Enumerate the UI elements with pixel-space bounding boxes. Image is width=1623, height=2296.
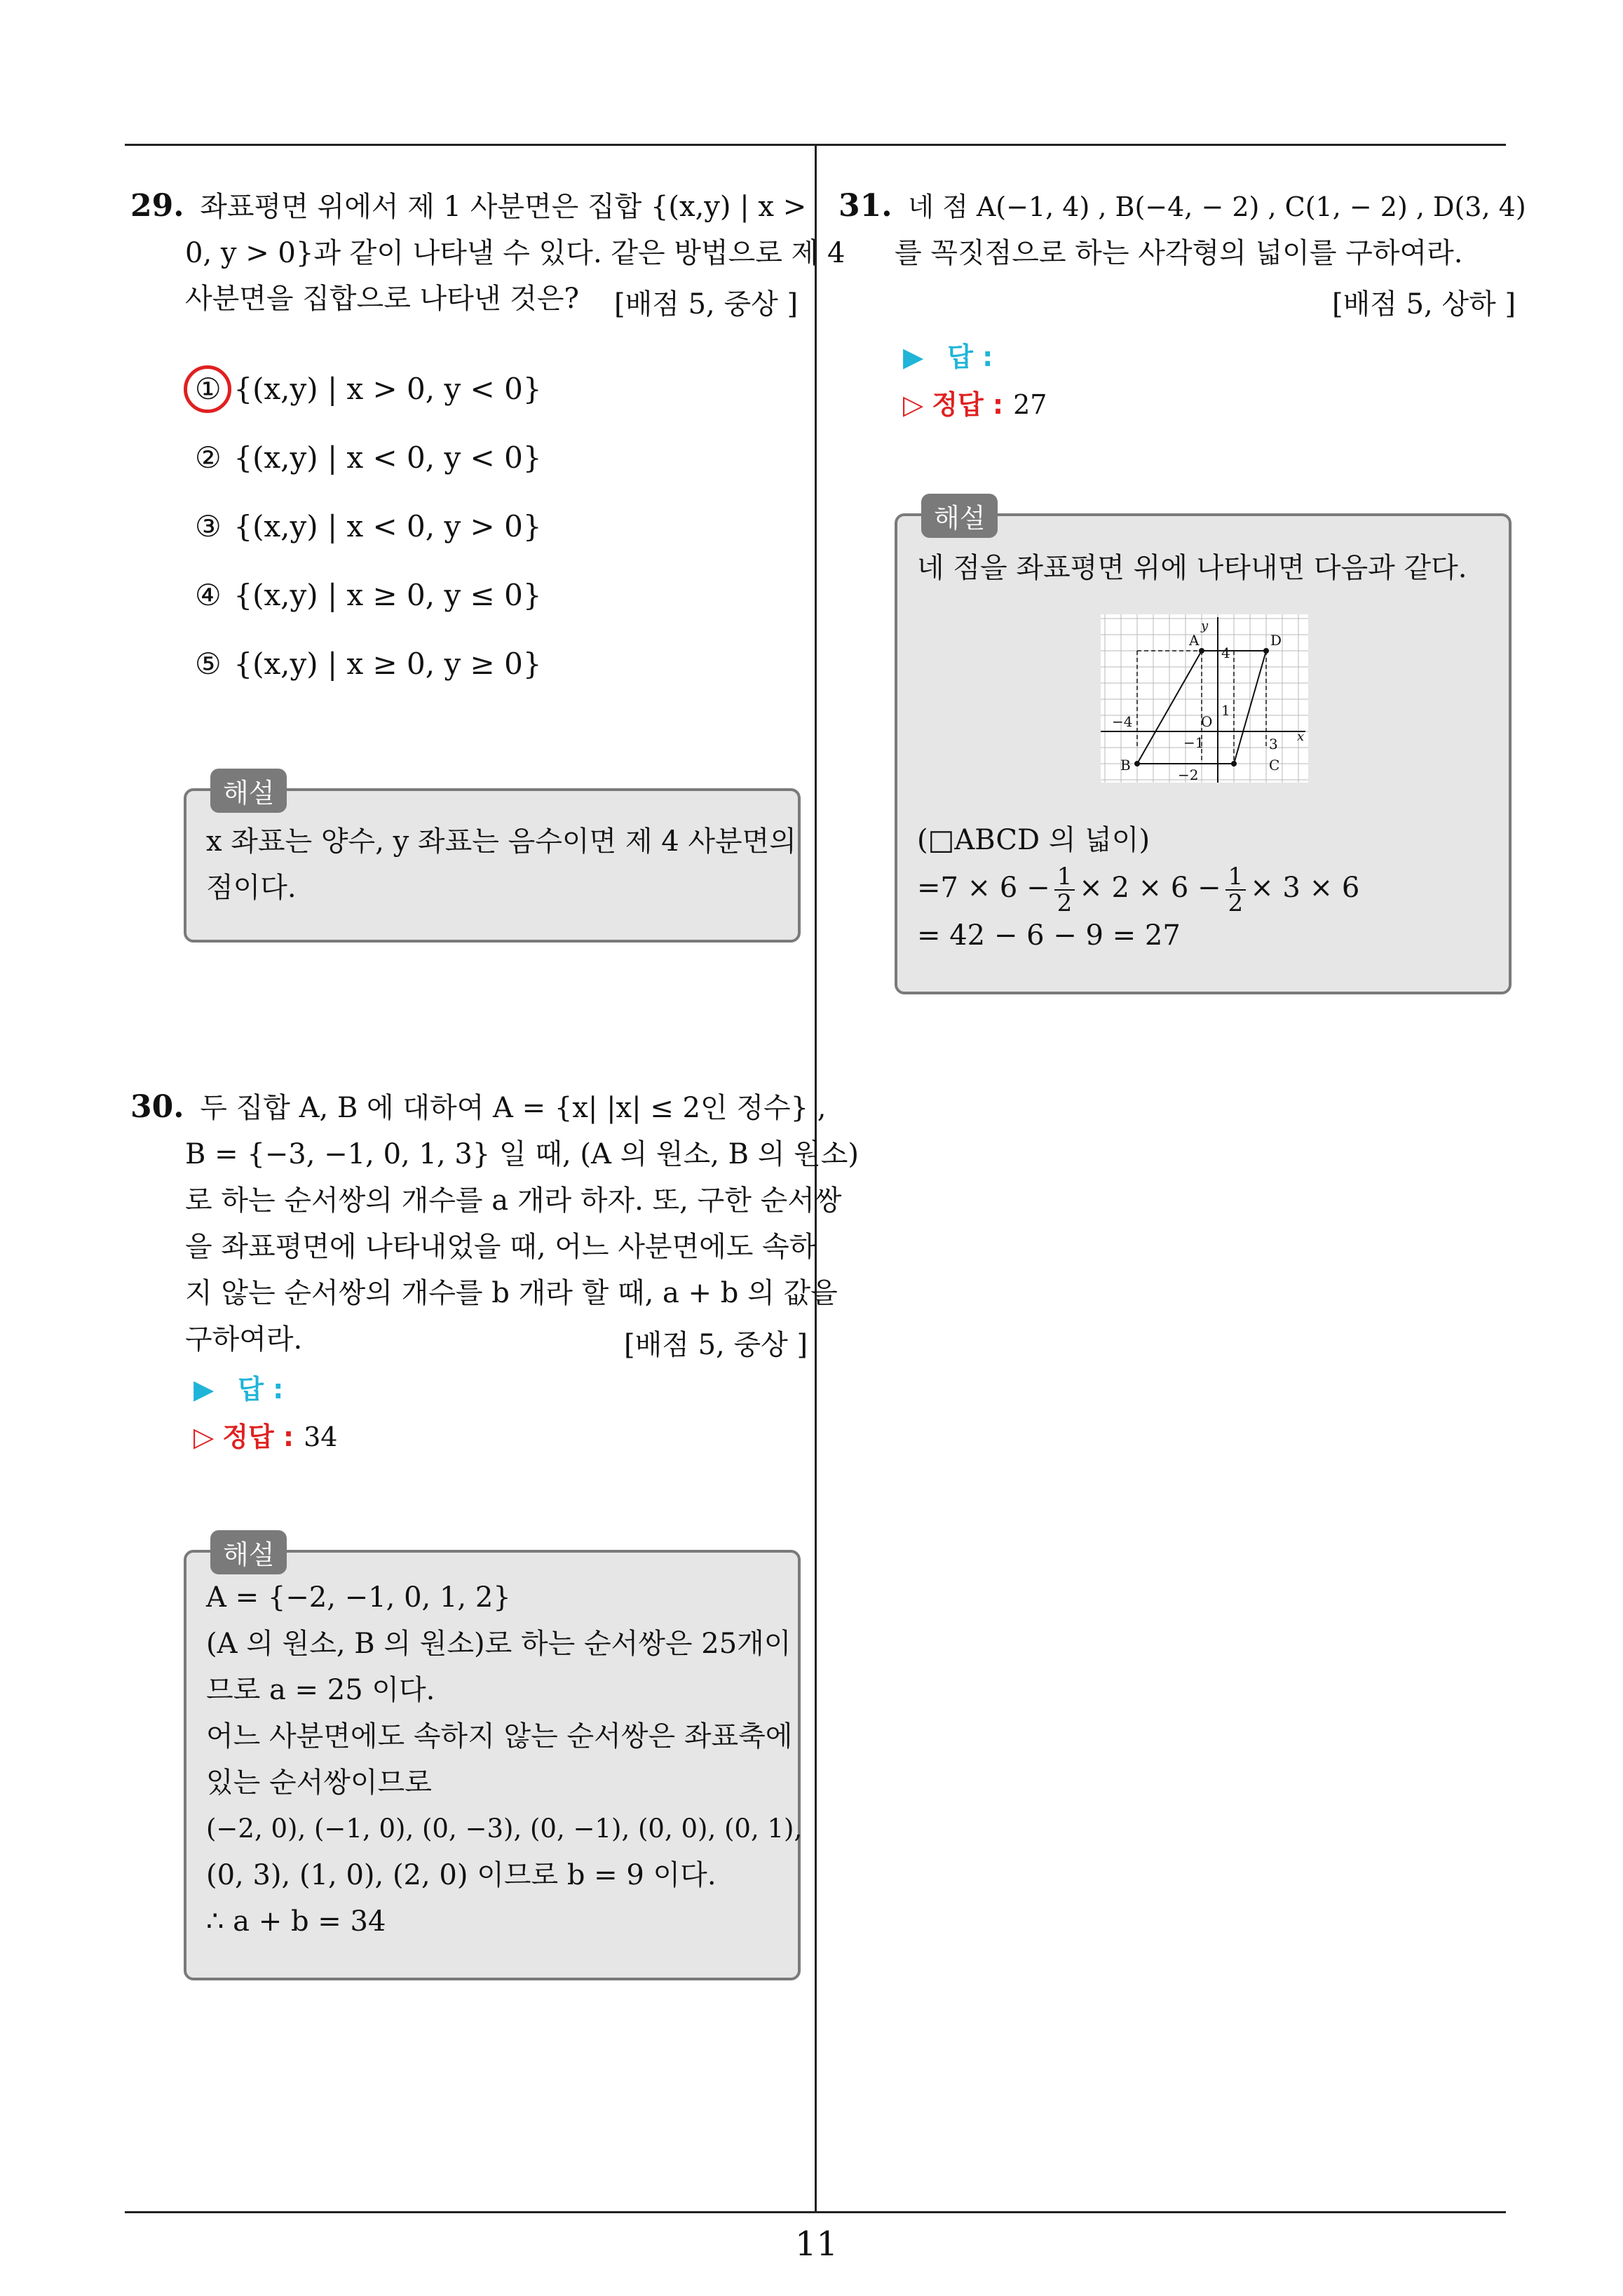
question-30-line-1 xyxy=(130,1090,827,1125)
choice-2[interactable] xyxy=(195,440,542,475)
question-31-line-1 xyxy=(838,189,1526,224)
fraction-one-half xyxy=(1054,864,1075,916)
explanation-line: 므로 a = 25 이다. xyxy=(206,1674,435,1706)
explanation-line: x 좌표는 양수, y 좌표는 음수이면 제 4 사분면의 xyxy=(206,825,796,858)
fraction-numerator: 1 xyxy=(1225,864,1247,891)
answer-row xyxy=(193,1368,283,1406)
bottom-rule xyxy=(125,2211,1506,2213)
explanation-box xyxy=(184,1550,801,1980)
question-31-line-2: 를 꼭짓점으로 하는 사각형의 넓이를 구하여라. xyxy=(895,237,1463,269)
explanation-line: 있는 순서쌍이므로 xyxy=(206,1767,432,1799)
answer-label: 답 : xyxy=(947,342,993,372)
choice-text: {(x,y) | x > 0, y < 0} xyxy=(233,372,542,406)
point-d xyxy=(1263,648,1269,654)
correct-answer-value: 34 xyxy=(304,1422,338,1452)
question-30-line-5: 지 않는 순서쌍의 개수를 b 개라 할 때, a + b 의 값을 xyxy=(185,1277,838,1309)
points-label: [배점 5, 중상 ] xyxy=(624,1329,808,1361)
question-text: 두 집합 A, B 에 대하여 A = {x| |x| ≤ 2인 정수} , xyxy=(200,1092,827,1124)
choice-text: {(x,y) | x ≥ 0, y ≤ 0} xyxy=(233,578,542,612)
label-a: A xyxy=(1189,632,1200,649)
question-29-line-1 xyxy=(130,189,806,224)
label-origin: O xyxy=(1201,713,1213,730)
explanation-box xyxy=(895,513,1512,994)
play-icon: ▶ xyxy=(903,342,924,372)
area-equation-2: = 42 − 6 − 9 = 27 xyxy=(917,919,1181,952)
tick-label: 1 xyxy=(1221,702,1230,719)
correct-answer-label: 정답 : xyxy=(222,1422,294,1452)
tick-label: 4 xyxy=(1221,644,1230,661)
correct-answer-row xyxy=(903,383,1047,421)
label-y-axis: y xyxy=(1201,619,1209,633)
answer-row xyxy=(903,335,993,374)
choice-marker: ⑤ xyxy=(195,647,222,681)
question-text: 네 점 A(−1, 4) , B(−4, − 2) , C(1, − 2) , D(3, 4) xyxy=(908,191,1526,222)
point-b xyxy=(1134,761,1140,767)
choice-marker: ③ xyxy=(195,509,222,543)
question-30-line-3: 로 하는 순서쌍의 개수를 a 개라 하자. 또, 구한 순서쌍 xyxy=(185,1184,842,1217)
question-30-line-4: 을 좌표평면에 나타내었을 때, 어느 사분면에도 속하 xyxy=(185,1231,817,1263)
explanation-line: (−2, 0), (−1, 0), (0, −3), (0, −1), (0, 0), (0, 1), xyxy=(206,1814,803,1844)
equation-part: × 3 × 6 xyxy=(1250,872,1360,904)
label-x-axis: x xyxy=(1297,729,1305,744)
tick-label: −2 xyxy=(1178,767,1199,783)
choice-4[interactable] xyxy=(195,578,542,612)
answer-label: 답 : xyxy=(238,1374,284,1405)
explanation-line: 네 점을 좌표평면 위에 나타내면 다음과 같다. xyxy=(917,552,1467,584)
explanation-line: 점이다. xyxy=(206,872,297,904)
fraction-numerator: 1 xyxy=(1054,864,1075,891)
fraction-denominator: 2 xyxy=(1057,889,1073,917)
question-number: 31. xyxy=(838,188,892,224)
correct-answer-label: 정답 : xyxy=(932,389,1004,420)
explanation-tag: 해설 xyxy=(210,1530,287,1574)
choice-5[interactable] xyxy=(195,647,542,681)
explanation-tag: 해설 xyxy=(210,769,287,813)
explanation-line: 어느 사분면에도 속하지 않는 순서쌍은 좌표축에 xyxy=(206,1720,793,1753)
question-29-line-2: 0, y > 0}과 같이 나타낼 수 있다. 같은 방법으로 제 4 xyxy=(185,237,846,269)
explanation-line: A = {−2, −1, 0, 1, 2} xyxy=(206,1581,511,1614)
page-number: 11 xyxy=(795,2224,838,2264)
tick-label: −1 xyxy=(1183,734,1204,751)
label-d: D xyxy=(1270,632,1282,649)
choice-text: {(x,y) | x ≥ 0, y ≥ 0} xyxy=(233,647,542,681)
correct-answer-row xyxy=(193,1415,337,1454)
choice-3[interactable] xyxy=(195,509,542,543)
fraction-denominator: 2 xyxy=(1228,889,1244,917)
choice-marker: ② xyxy=(195,440,222,475)
label-c: C xyxy=(1269,757,1280,774)
points-label: [배점 5, 상하 ] xyxy=(1332,288,1516,320)
fraction-one-half xyxy=(1225,864,1247,916)
tick-label: −4 xyxy=(1112,713,1133,730)
question-30-line-6: 구하여라. xyxy=(185,1323,303,1356)
point-c xyxy=(1231,761,1237,767)
choice-marker: ① xyxy=(195,372,222,406)
label-b: B xyxy=(1120,757,1131,774)
question-30-line-2: B = {−3, −1, 0, 1, 3} 일 때, (A 의 원소, B 의 원소) xyxy=(185,1138,859,1170)
outline-play-icon: ▷ xyxy=(903,389,924,420)
correct-answer-value: 27 xyxy=(1013,389,1047,420)
points-label: [배점 5, 중상 ] xyxy=(614,288,799,320)
area-title: (□ABCD 의 넓이) xyxy=(917,824,1150,856)
area-equation-1 xyxy=(917,860,1359,916)
play-icon: ▶ xyxy=(193,1374,215,1405)
explanation-line: (0, 3), (1, 0), (2, 0) 이므로 b = 9 이다. xyxy=(206,1859,717,1891)
question-number: 29. xyxy=(130,188,184,224)
explanation-line: (A 의 원소, B 의 원소)로 하는 순서쌍은 25개이 xyxy=(206,1628,792,1660)
equation-part: × 2 × 6 − xyxy=(1079,872,1221,904)
coordinate-plane-figure xyxy=(1101,614,1308,783)
explanation-line: ∴ a + b = 34 xyxy=(206,1905,386,1938)
question-29-line-3: 사분면을 집합으로 나타낸 것은? xyxy=(185,283,579,315)
column-divider xyxy=(815,144,817,2213)
equation-part: =7 × 6 − xyxy=(917,872,1050,904)
choice-marker: ④ xyxy=(195,578,222,612)
choice-text: {(x,y) | x < 0, y < 0} xyxy=(233,440,542,475)
choice-text: {(x,y) | x < 0, y > 0} xyxy=(233,509,542,543)
question-number: 30. xyxy=(130,1089,184,1125)
question-text: 좌표평면 위에서 제 1 사분면은 집합 {(x,y) | x > xyxy=(200,191,807,223)
explanation-tag: 해설 xyxy=(921,494,998,538)
choice-1[interactable] xyxy=(195,372,542,406)
point-a xyxy=(1199,648,1204,654)
outline-play-icon: ▷ xyxy=(193,1422,215,1452)
tick-label: 3 xyxy=(1269,736,1278,752)
